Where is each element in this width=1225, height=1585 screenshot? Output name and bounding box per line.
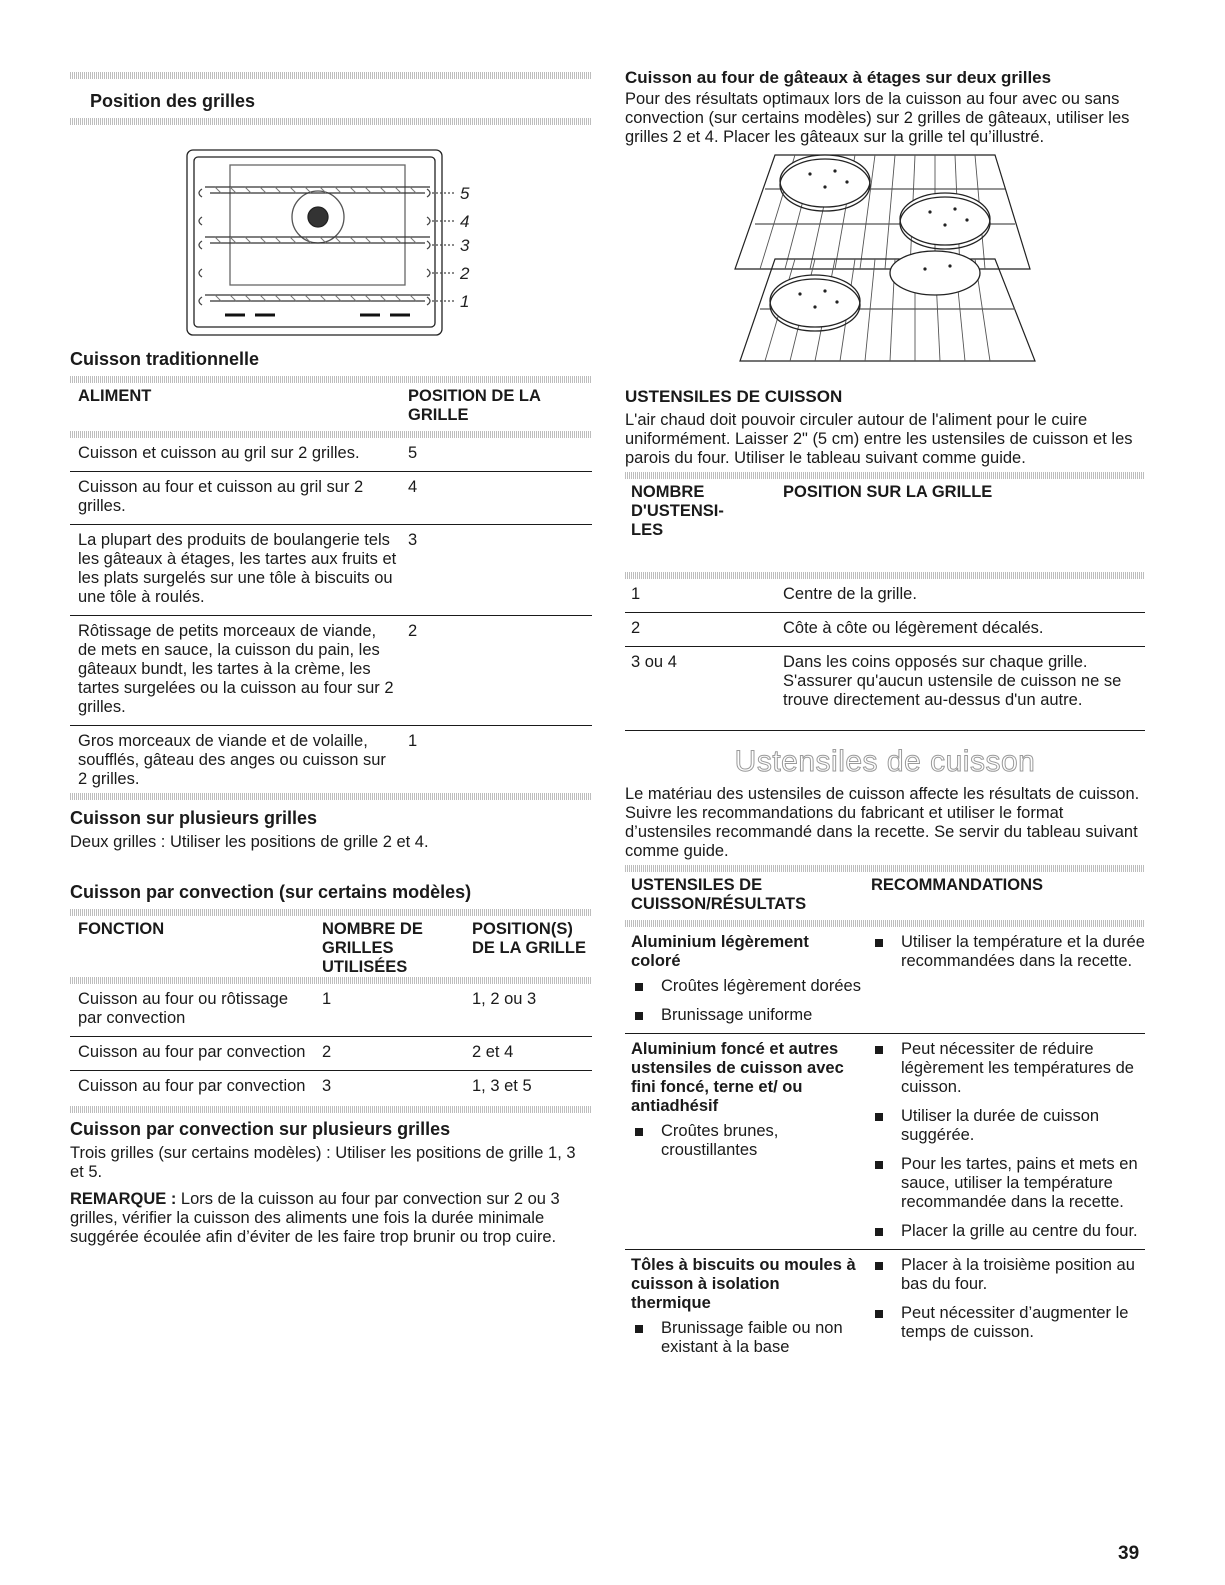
note-label: REMARQUE :: [70, 1190, 177, 1208]
hatch-divider: [625, 920, 1145, 927]
position-cell: Centre de la grille.: [783, 579, 1145, 613]
recommendation-item: [871, 1304, 1145, 1342]
traditional-cooking-table: [70, 387, 592, 791]
column-header-food: ALIMENT: [78, 387, 152, 405]
recommendation-text: Peut nécessiter d’augmenter le temps de cuisson.: [901, 1304, 1129, 1341]
recommendation-item: [871, 1256, 1145, 1294]
note-text: Lors de la cuisson au four par convection sur 2 ou 3 grilles, vérifier la cuisson des aliments une fois la durée minimale suggérée écoulée afin d’éviter de les faire trop brunir ou trop cuire.: [70, 1190, 560, 1246]
convection-multi-rack-text: Trois grilles (sur certains modèles) : Utiliser les positions de grille 1, 3 et 5.: [70, 1144, 576, 1181]
table-row: [70, 472, 592, 525]
food-cell: La plupart des produits de boulangerie tels les gâteaux à étages, les tartes aux fruits et les plats surgelés sur une tôle à biscuits ou une tôle à roulés.: [70, 525, 408, 616]
column-header-rack-position: POSITION(S) DE LA GRILLE: [472, 920, 586, 957]
recommendation-item: [871, 1107, 1145, 1145]
food-cell: Cuisson et cuisson au gril sur 2 grilles.: [70, 438, 408, 472]
hatch-divider: [70, 793, 592, 800]
rack-number-5: 5: [460, 184, 470, 203]
cookware-cell: [625, 1034, 871, 1250]
table-row: [70, 438, 592, 472]
bullet-icon: [635, 1128, 643, 1136]
convection-multi-rack-title: Cuisson par convection sur plusieurs grilles: [70, 1119, 451, 1139]
bullet-icon: [875, 1046, 883, 1054]
column-header-count: NOMBRE D'USTENSI-LES: [631, 483, 724, 539]
table-row: [70, 726, 592, 792]
rack-count-cell: 1: [322, 984, 472, 1037]
count-cell: 1: [625, 579, 783, 613]
multi-rack-title: Cuisson sur plusieurs grilles: [70, 808, 318, 828]
food-cell: Cuisson au four et cuisson au gril sur 2 grilles.: [70, 472, 408, 525]
table-row: [70, 525, 592, 616]
table-row: [70, 984, 592, 1037]
hatch-divider: [625, 865, 1145, 872]
rack-count-cell: 3: [322, 1077, 332, 1095]
oven-rack-illustration: [70, 145, 592, 345]
bullet-icon: [635, 1325, 643, 1333]
rack-position-cell: 1, 3 et 5: [472, 1077, 532, 1095]
recommendation-item: [871, 1040, 1145, 1097]
column-header-function: FONCTION: [78, 920, 165, 938]
rack-number-2: 2: [460, 264, 470, 283]
layer-cakes-title: Cuisson au four de gâteaux à étages sur deux grilles: [625, 68, 1052, 87]
bullet-icon: [875, 1113, 883, 1121]
hatch-divider: [625, 572, 1145, 579]
bullet-icon: [875, 1310, 883, 1318]
table-row: [70, 616, 592, 726]
column-header-cookware: USTENSILES DE CUISSON/RÉSULTATS: [631, 876, 807, 913]
table-row: [625, 1250, 1145, 1366]
hatch-divider: [70, 1106, 592, 1113]
hatch-divider: [625, 472, 1145, 479]
table-header-row: [625, 483, 1145, 572]
layer-cakes-text: Pour des résultats optimaux lors de la cuisson au four avec ou sans convection (sur certains modèles) sur 2 grilles de gâteaux, utiliser les grilles 2 et 4. Placer les gâteaux sur la grille tel qu’illustré.: [625, 90, 1130, 146]
position-cell: 1: [408, 732, 418, 750]
result-text: Croûtes brunes, croustillantes: [661, 1122, 779, 1159]
recommendation-text: Placer à la troisième position au bas du four.: [901, 1256, 1135, 1293]
rack-position-title: Position des grilles: [90, 91, 256, 111]
recommendation-item: [871, 1155, 1145, 1212]
rack-position-cell: 1, 2 ou 3: [472, 984, 592, 1037]
cookware-material-table: [625, 876, 1145, 1365]
column-header-position: POSITION SUR LA GRILLE: [783, 483, 993, 501]
hatch-divider: [70, 431, 592, 438]
recommendation-text: Utiliser la température et la durée recommandées dans la recette.: [901, 933, 1145, 970]
cookware-section-title: Ustensiles de cuisson: [734, 745, 1036, 778]
result-text: Croûtes légèrement dorées: [661, 977, 861, 995]
recommendation-text: Placer la grille au centre du four.: [901, 1222, 1138, 1240]
rack-count-cell: 2: [322, 1037, 472, 1071]
result-text: Brunissage uniforme: [661, 1006, 813, 1024]
position-cell: Dans les coins opposés sur chaque grille. S'assurer qu'aucun ustensile de cuisson ne se trouve directement au-dessus d'un autre.: [783, 647, 1145, 731]
table-header-row: [70, 387, 592, 431]
cookware-name: Aluminium légèrement coloré: [631, 933, 809, 970]
recommendation-text: Utiliser la durée de cuisson suggérée.: [901, 1107, 1100, 1144]
hatch-divider: [70, 72, 592, 79]
bullet-icon: [875, 939, 883, 947]
cookware-count-table: [625, 483, 1145, 731]
rack-position-cell: 2 et 4: [472, 1037, 592, 1071]
recommendation-item: [871, 933, 1145, 971]
table-header-row: [625, 876, 1145, 920]
bullet-icon: [875, 1161, 883, 1169]
table-row: [70, 1037, 592, 1071]
left-column: [70, 0, 592, 1247]
bullet-icon: [635, 983, 643, 991]
bullet-icon: [635, 1012, 643, 1020]
page-number: 39: [1118, 1543, 1140, 1564]
recommendation-item: [871, 1222, 1145, 1241]
count-cell: 2: [625, 613, 783, 647]
rack-number-4: 4: [460, 212, 470, 231]
traditional-cooking-title: Cuisson traditionnelle: [70, 349, 260, 369]
note-paragraph: [70, 1190, 592, 1247]
column-header-recommendations: RECOMMANDATIONS: [871, 876, 1044, 894]
result-item: [631, 1006, 861, 1025]
function-cell: Cuisson au four ou rôtissage par convection: [70, 984, 322, 1037]
result-text: Brunissage faible ou non existant à la base: [661, 1319, 843, 1356]
position-cell: 5: [408, 438, 592, 472]
column-header-position: POSITION DE LA GRILLE: [408, 387, 541, 424]
hatch-divider: [70, 376, 592, 383]
cake-racks-illustration: [625, 149, 1145, 369]
hatch-divider: [70, 909, 592, 916]
table-header-row: [70, 920, 592, 977]
result-item: [631, 977, 861, 996]
recommendations-cell: [871, 1034, 1145, 1250]
recommendations-cell: [871, 927, 1145, 1034]
food-cell: Gros morceaux de viande et de volaille, soufflés, gâteau des anges ou cuisson sur 2 grilles.: [78, 732, 386, 788]
result-item: [631, 1319, 861, 1357]
recommendation-text: Pour les tartes, pains et mets en sauce, utiliser la température recommandée dans la recette.: [901, 1155, 1138, 1211]
bullet-icon: [875, 1262, 883, 1270]
rack-number-1: 1: [460, 292, 470, 311]
table-row: [625, 927, 1145, 1034]
rack-number-3: 3: [460, 236, 470, 255]
table-row: [625, 579, 1145, 613]
table-row: [625, 1034, 1145, 1250]
material-text: Le matériau des ustensiles de cuisson affecte les résultats de cuisson. Suivre les recommandations du fabricant et utiliser le format d’ustensiles recommandé dans la recette. Se servir du tableau suivant comme guide.: [625, 785, 1140, 860]
function-cell: Cuisson au four par convection: [70, 1037, 322, 1071]
cookware-cell: [625, 1250, 871, 1366]
position-cell: 3: [408, 525, 592, 616]
table-row: [70, 1071, 592, 1105]
multi-rack-text: Deux grilles : Utiliser les positions de grille 2 et 4.: [70, 833, 429, 851]
table-row: [625, 647, 1145, 731]
convection-table: [70, 920, 592, 1104]
cookware-name: Aluminium foncé et autres ustensiles de cuisson avec fini foncé, terne et/ ou antiadhésif: [631, 1040, 844, 1115]
result-item: [631, 1122, 861, 1160]
table-row: [625, 613, 1145, 647]
recommendations-cell: [871, 1250, 1145, 1366]
cookware-name: Tôles à biscuits ou moules à cuisson à isolation thermique: [631, 1256, 856, 1312]
position-cell: Côte à côte ou légèrement décalés.: [783, 613, 1145, 647]
bullet-icon: [875, 1228, 883, 1236]
count-cell: 3 ou 4: [625, 647, 783, 731]
right-column: [625, 0, 1145, 1365]
cookware-cell: [625, 927, 871, 1034]
position-cell: 2: [408, 616, 592, 726]
hatch-divider: [70, 977, 592, 984]
function-cell: Cuisson au four par convection: [78, 1077, 306, 1095]
position-cell: 4: [408, 472, 592, 525]
hatch-divider: [70, 118, 592, 125]
convection-title: Cuisson par convection (sur certains modèles): [70, 882, 472, 902]
food-cell: Rôtissage de petits morceaux de viande, de mets en sauce, la cuisson du pain, les gâteaux bundt, les tartes à la crème, les tartes surgelées ou la cuisson au four sur 2 grilles.: [70, 616, 408, 726]
cookware-text: L'air chaud doit pouvoir circuler autour de l'aliment pour le cuire uniformément. Laisser 2" (5 cm) entre les ustensiles de cuisson et les parois du four. Utiliser le tableau suivant comme guide.: [625, 411, 1133, 467]
cookware-subtitle: USTENSILES DE CUISSON: [625, 387, 843, 406]
column-header-rack-count: NOMBRE DE GRILLES UTILISÉES: [322, 920, 423, 976]
recommendation-text: Peut nécessiter de réduire légèrement les températures de cuisson.: [901, 1040, 1134, 1096]
